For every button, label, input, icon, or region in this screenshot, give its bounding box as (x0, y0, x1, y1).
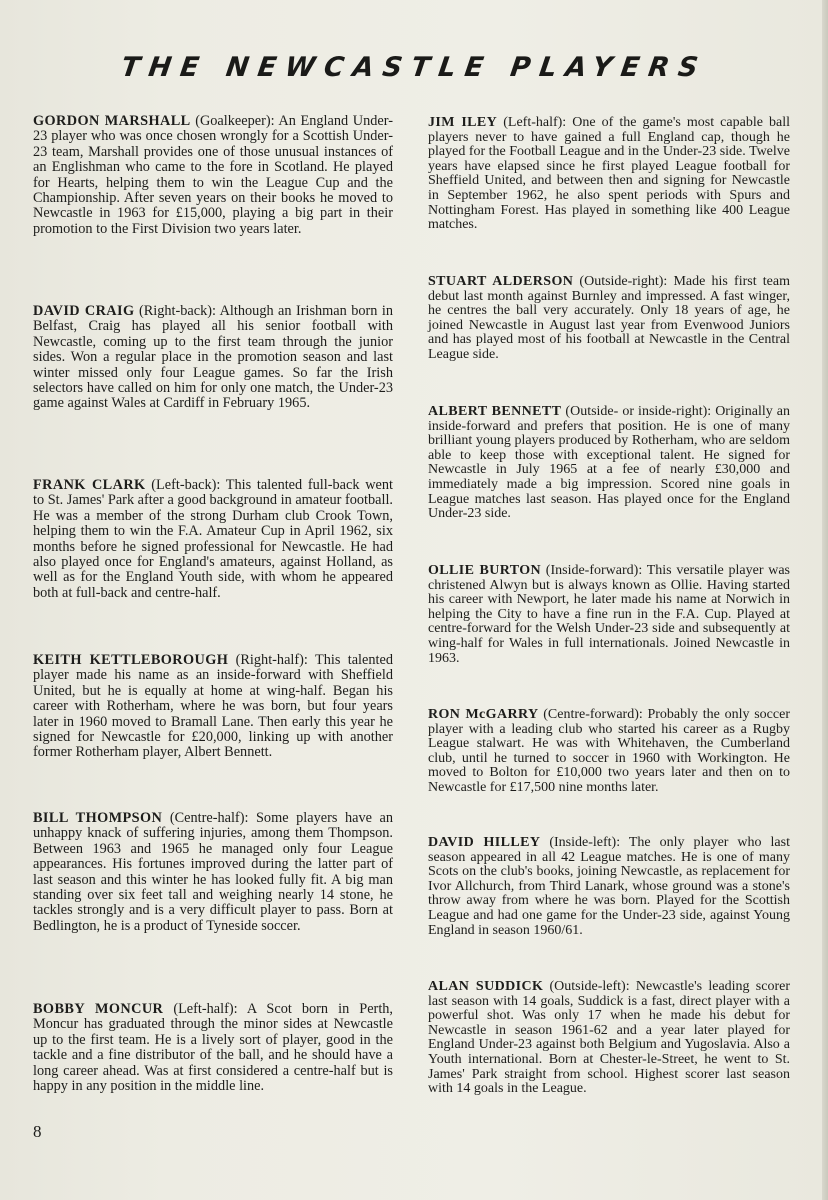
player-name: BOBBY MONCUR (33, 1001, 164, 1017)
player-bio: (Centre-forward): Probably the only soccer player with a leading club who started his career as a Rugby League stalwart. He was with Whitehaven, the Cumberland club, until he turned to soccer in 1960 with Workington. He moved to Bolton for £10,000 two years later and then on to Newcastle for £17,500 nine months later. (428, 707, 790, 795)
player-name: RON McGARRY (428, 707, 539, 722)
player-bio: (Right-back): Although an Irishman born in Belfast, Craig has played all his senior football with Newcastle, coming up to the first team through the junior sides. Won a regular place in the promotion season and last winter missed only four League games. So far the Irish selectors have called on him for only one match, the Under-23 game against Wales at Cardiff in February 1965. (33, 303, 393, 412)
player-entry (33, 811, 393, 934)
player-bio: (Left-back): This talented full-back went to St. James' Park after a good background in amateur football. He was a member of the strong Durham club Crook Town, helping them to win the F.A. Amateur Cup in April 1962, six months before he signed professional for Newcastle. He had also played once for England's amateurs, against Holland, as well as for the England Youth side, with whom he appeared both at full-back and centre-half. (33, 477, 393, 601)
player-bio: (Left-half): One of the game's most capable ball players never to have gained a full England cap, though he played for the Football League and in the Under-23 side. Twelve years have elapsed since he first played League football for Sheffield United, and between then and signing for Newcastle in September 1962, he also spent periods with Spurs and Nottingham Forest. Has played in something like 400 League matches. (428, 115, 790, 233)
player-bio: (Outside- or inside-right): Originally an inside-forward and prefers that position. He is one of many brilliant young players produced by Rotherham, who are seldom able to keep those with exceptional talent. He signed for Newcastle in July 1965 at a fee of nearly £30,000 and immediately made a big impression. Scored nine goals in League matches last season. Has played once for the England Under-23 side. (428, 404, 790, 522)
player-entry (428, 275, 790, 363)
page-spine-shadow (822, 0, 828, 1200)
player-name: FRANK CLARK (33, 477, 146, 493)
player-entry (33, 114, 393, 237)
player-entry (428, 116, 790, 233)
player-bio: (Left-half): A Scot born in Perth, Moncur has graduated through the minor sides at Newcastle up to the first team. He is a lively sort of player, good in the tackle and a fine distributor of the ball, and he should have a long career ahead. Was at first considered a centre-half but is happy in any position in the middle line. (33, 1001, 394, 1095)
player-entry (428, 405, 790, 522)
player-entry (33, 478, 393, 601)
player-name: OLLIE BURTON (428, 563, 542, 578)
player-name: ALAN SUDDICK (428, 979, 544, 994)
player-bio: (Goalkeeper): An England Under-23 player who was once chosen wrongly for a Scottish Under-23 team, Marshall provides one of those unusual instances of an Englishman who came to the fore in Scotland. He played for Hearts, helping them to win the League Cup and the Championship. After seven years on their books he moved to Newcastle in 1963 for £15,000, playing a big part in their promotion to the First Division two years later. (33, 113, 393, 237)
player-bio: (Right-half): This talented player made his name as an inside-forward with Sheffield United, but he is equally at home at wing-half. Began his career with Rotherham, where he was born, but four years later in 1960 moved to Bramall Lane. Then early this year he signed for Newcastle for £20,000, linking up with another former Rotherham player, Albert Bennett. (33, 652, 393, 761)
player-entry (428, 836, 790, 938)
player-entry (428, 980, 790, 1097)
player-bio: (Inside-left): The only player who last season appeared in all 42 League matches. He is one of many Scots on the club's books, joining Newcastle, as replacement for Ivor Allchurch, from Third Lanark, whose ground was a stone's throw away from where he was born. Played for the Scottish League and had one game for the Under-23 side, against Young England in season 1960/61. (428, 835, 790, 938)
player-bio: (Outside-right): Made his first team debut last month against Burnley and impressed. A fast winger, he centres the ball very accurately. Only 18 years of age, he joined Newcastle in August last year from Evenwood Juniors and has played most of his football at Newcastle in the Central League side. (428, 274, 790, 362)
player-bio: (Outside-left): Newcastle's leading scorer last season with 14 goals, Suddick is a fast, direct player with a powerful shot. Was only 17 when he made his debut for Newcastle in season 1961-62 and a year later played for England Under-23 against both Belgium and Yugoslavia. Also a Youth international. Born at Chester-le-Street, he went to St. James' Park straight from school. Highest scorer last season with 14 goals in the League. (428, 979, 790, 1097)
player-name: ALBERT BENNETT (428, 404, 562, 419)
player-name: DAVID HILLEY (428, 835, 541, 850)
player-name: BILL THOMPSON (33, 810, 163, 826)
player-name: STUART ALDERSON (428, 274, 574, 289)
page-number: 8 (33, 1122, 42, 1141)
left-column (33, 113, 394, 1095)
player-name: GORDON MARSHALL (33, 113, 191, 129)
player-bio: (Centre-half): Some players have an unhappy knack of suffering injuries, among them Thompson. Between 1963 and 1965 he managed only four League appearances. His fortunes improved during the latter part of last season and this winter he has looked fully fit. A big man standing over six feet tall and weighing nearly 14 stone, he tackles strongly and is a very difficult player to pass. Born at Bedlington, he is a product of Tyneside soccer. (33, 810, 393, 934)
player-name: DAVID CRAIG (33, 303, 135, 319)
player-entry (33, 1002, 393, 1094)
player-bio: (Inside-forward): This versatile player was christened Alwyn but is always known as Ollie. Having started his career with Newport, he later made his name at Norwich in helping the City to have a fine run in the F.A. Cup. Played at centre-forward for the Welsh Under-23 side and subsequently at wing-half for Wales in full internationals. Joined Newcastle in 1963. (428, 563, 790, 666)
player-entry (428, 708, 790, 796)
player-entry (33, 653, 393, 761)
player-entry (428, 564, 790, 666)
page-title: THE NEWCASTLE PLAYERS (119, 52, 709, 83)
player-name: KEITH KETTLEBOROUGH (33, 652, 229, 668)
player-name: JIM ILEY (428, 115, 498, 130)
player-entry (33, 304, 393, 412)
